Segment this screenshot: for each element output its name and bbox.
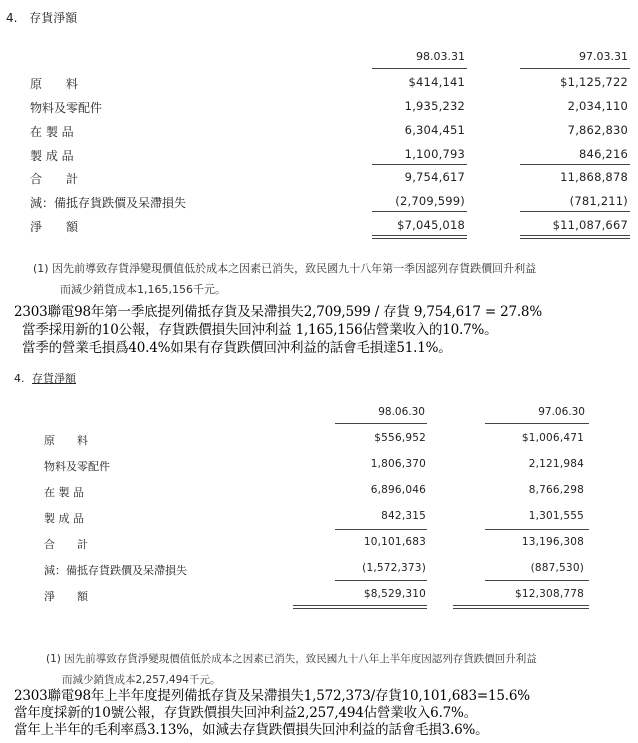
row-label: 物料及零配件 — [30, 101, 103, 115]
row-value-col2: $1,006,471 — [521, 432, 584, 444]
row-value-col2: $1,125,722 — [560, 75, 628, 89]
row-value-col2: (781,211) — [569, 194, 628, 208]
handwritten-note-line: 當季採用新的10公報，存貨跌價損失回沖利益 1,165,156佔營業收入的10.7%。 — [22, 322, 498, 338]
row-value-col1: 6,304,451 — [404, 123, 465, 137]
section-2-heading: 存貨淨額 — [32, 372, 76, 385]
note-line-2: 而減少銷貨成本2,257,494千元。 — [62, 674, 221, 686]
row-label: 減：備抵存貨跌價及呆滯損失 — [30, 196, 187, 210]
row-label: 合 計 — [44, 538, 88, 551]
row-value-col1: $7,045,018 — [397, 218, 465, 232]
row-label: 淨 額 — [44, 590, 88, 603]
col-header-2: 97.03.31 — [579, 50, 628, 63]
row-value-col1: 10,101,683 — [363, 536, 426, 548]
row-value-col1: 1,806,370 — [370, 458, 426, 470]
section-2-title — [14, 370, 76, 386]
row-label: 製 成 品 — [44, 512, 84, 525]
row-value-col1: (1,572,373) — [362, 562, 426, 574]
row-value-col2: 13,196,308 — [521, 536, 584, 548]
row-label: 原 料 — [44, 434, 88, 447]
note-line-1: (1) 因先前導致存貨淨變現價值低於成本之因素已消失，致民國九十八年上半年度因認列存貨跌價回升利益 — [46, 653, 537, 665]
row-value-col2: $11,087,667 — [552, 218, 628, 232]
row-value-col2: 2,034,110 — [567, 99, 628, 113]
section-1-number: 4. — [6, 11, 18, 25]
row-label: 在 製 品 — [44, 486, 84, 499]
row-value-col2: 1,301,555 — [528, 510, 584, 522]
row-value-col2: 8,766,298 — [528, 484, 584, 496]
col-header-1: 98.03.31 — [416, 50, 465, 63]
handwritten-note-line: 當季的營業毛損爲40.4%如果有存貨跌價回沖利益的話會毛損達51.1%。 — [22, 340, 452, 356]
handwritten-note-line: 當年上半年的毛利率爲3.13%，如減去存貨跌價損失回沖利益的話會毛損3.6%。 — [14, 722, 489, 738]
row-label: 在 製 品 — [30, 125, 74, 139]
row-value-col1: 9,754,617 — [404, 170, 465, 184]
note-line-2: 而減少銷貨成本1,165,156千元。 — [60, 283, 226, 296]
col-header-1: 98.06.30 — [378, 406, 425, 418]
row-value-col1: 842,315 — [381, 510, 426, 522]
row-value-col1: $8,529,310 — [363, 588, 426, 600]
row-value-col1: 1,935,232 — [404, 99, 465, 113]
section-1-title — [6, 9, 77, 26]
row-value-col1: (2,709,599) — [395, 194, 465, 208]
row-value-col2: $12,308,778 — [515, 588, 584, 600]
row-value-col1: 6,896,046 — [370, 484, 426, 496]
row-label: 物料及零配件 — [44, 460, 110, 473]
row-value-col1: $556,952 — [374, 432, 426, 444]
col-header-2: 97.06.30 — [538, 406, 585, 418]
section-2-number: 4. — [14, 372, 25, 385]
row-value-col1: $414,141 — [408, 75, 465, 89]
row-value-col1: 1,100,793 — [404, 147, 465, 161]
row-label: 減：備抵存貨跌價及呆滯損失 — [44, 564, 187, 577]
note-line-1: (1) 因先前導致存貨淨變現價值低於成本之因素已消失，致民國九十八年第一季因認列存貨跌價回升利益 — [33, 262, 537, 275]
row-value-col2: 2,121,984 — [528, 458, 584, 470]
row-label: 淨 額 — [30, 220, 79, 234]
section-1-heading: 存貨淨額 — [29, 11, 78, 25]
handwritten-note-line: 2303聯電98年上半年度提列備抵存貨及呆滯損失1,572,373/存貨10,101,683=15.6% — [14, 688, 530, 704]
row-value-col2: 7,862,830 — [567, 123, 628, 137]
row-value-col2: 11,868,878 — [560, 170, 628, 184]
row-label: 製 成 品 — [30, 149, 74, 163]
handwritten-note-line: 2303聯電98年第一季底提列備抵存貨及呆滯損失2,709,599 / 存貨 9,754,617 = 27.8% — [14, 304, 542, 320]
row-value-col2: (887,530) — [530, 562, 584, 574]
row-value-col2: 846,216 — [579, 147, 628, 161]
handwritten-note-line: 當年度採新的10號公報，存貨跌價損失回沖利益2,257,494佔營業收入6.7%。 — [14, 705, 477, 721]
row-label: 原 料 — [30, 77, 79, 91]
row-label: 合 計 — [30, 172, 79, 186]
